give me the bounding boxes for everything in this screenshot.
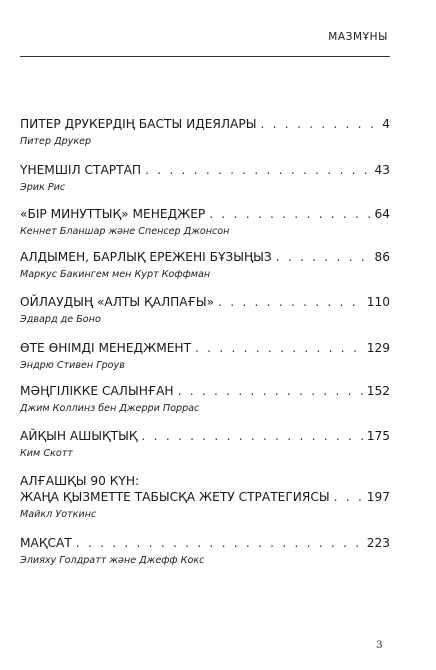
page-number: 3: [376, 639, 383, 651]
toc-entry: [20, 206, 390, 238]
toc-entry-title: АЛДЫМЕН, БАРЛЫҚ ЕРЕЖЕНІ БҰЗЫҢЫЗ: [20, 250, 272, 264]
toc-entry: [20, 116, 390, 148]
toc-entry-title: АЙҚЫН АШЫҚТЫҚ: [20, 429, 138, 443]
toc-entry-author: Эрик Рис: [20, 182, 66, 193]
dot-leader: [276, 249, 373, 265]
toc-entry-page: 4: [382, 117, 390, 131]
dot-leader: [145, 162, 372, 178]
toc-entry-title: ҮНЕМШІЛ СТАРТАП: [20, 163, 142, 177]
toc-entry: [20, 473, 390, 521]
dot-leader: [178, 383, 365, 399]
toc-entry: [20, 428, 390, 460]
toc-entry-title: ЖАҢА ҚЫЗМЕТТЕ ТАБЫСҚА ЖЕТУ СТРАТЕГИЯСЫ: [20, 490, 330, 504]
toc-entry: [20, 383, 390, 415]
dot-leader: [142, 428, 365, 444]
toc-entry-author: Маркус Бакингем мен Курт Коффман: [20, 269, 211, 280]
toc-entry-page: 64: [374, 207, 390, 221]
toc-entry-page: 152: [366, 384, 390, 398]
toc-entry-title: ПИТЕР ДРУКЕРДІҢ БАСТЫ ИДЕЯЛАРЫ: [20, 117, 257, 131]
toc-entry-author: Эндрю Стивен Гроув: [20, 360, 125, 371]
toc-entry: [20, 162, 390, 194]
toc-entry-author: Джим Коллинз бен Джерри Поррас: [20, 403, 200, 414]
toc-entry-title: МАҚСАТ: [20, 536, 72, 550]
toc-entry-title: МӘҢГІЛІККЕ САЛЫНҒАН: [20, 384, 174, 398]
toc-entry-author: Кеннет Бланшар және Спенсер Джонсон: [20, 226, 230, 237]
dot-leader: [334, 489, 365, 505]
toc-entry: [20, 294, 390, 326]
toc-entry: [20, 340, 390, 372]
toc-entry-author: Питер Друкер: [20, 136, 92, 147]
toc-entry-author: Ким Скотт: [20, 448, 73, 459]
toc-entry-page: 175: [366, 429, 390, 443]
toc-entry-page: 43: [374, 163, 390, 177]
toc-entry-page: 223: [366, 536, 390, 550]
toc-entry-title: ӨТЕ ӨНІМДІ МЕНЕДЖМЕНТ: [20, 341, 192, 355]
section-title: МАЗМҰНЫ: [328, 31, 388, 43]
toc-entry-title: ОЙЛАУДЫҢ «АЛТЫ ҚАЛПАҒЫ»: [20, 295, 215, 309]
dot-leader: [218, 294, 365, 310]
dot-leader: [76, 535, 365, 551]
toc-entry-author: Элияху Голдратт және Джефф Кокс: [20, 555, 205, 566]
toc-entry-author: Эдвард де Боно: [20, 314, 101, 325]
toc-entry-page: 197: [366, 490, 390, 504]
header-divider: [20, 56, 390, 57]
dot-leader: [209, 206, 372, 222]
toc-entry-page: 86: [374, 250, 390, 264]
toc-entry: [20, 535, 390, 567]
toc-entry-title: «БІР МИНУТТЫҚ» МЕНЕДЖЕР: [20, 207, 206, 221]
toc-entry-author: Майкл Уоткинс: [20, 509, 97, 520]
dot-leader: [261, 116, 381, 132]
toc-entry-page: 129: [366, 341, 390, 355]
toc-entry-page: 110: [366, 295, 390, 309]
toc-entry: [20, 249, 390, 281]
dot-leader: [195, 340, 365, 356]
toc-entry-title-line1: АЛҒАШҚЫ 90 КҮН:: [20, 474, 140, 488]
